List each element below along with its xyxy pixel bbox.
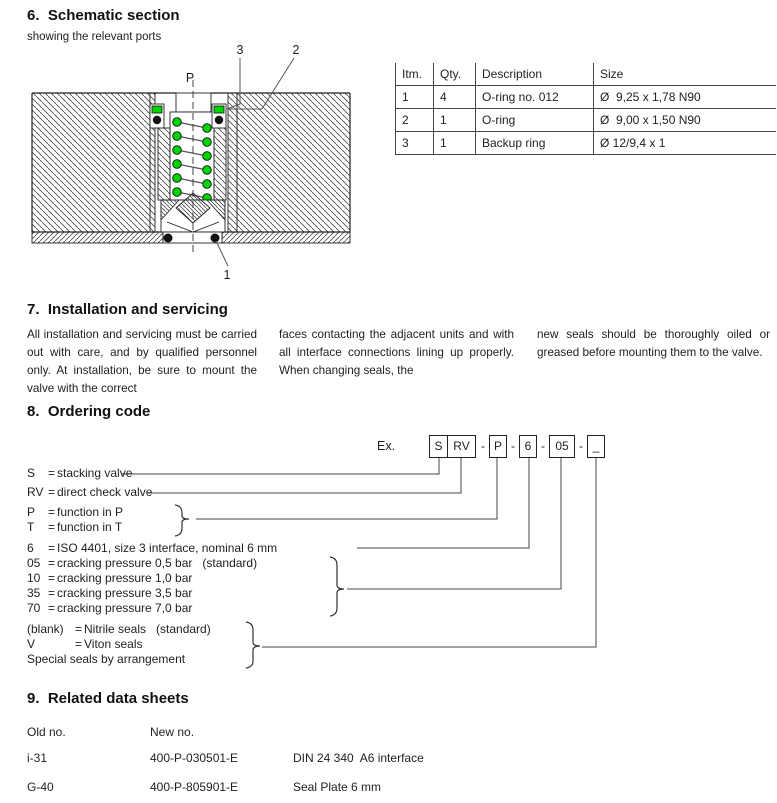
- cell-description: O-ring: [476, 109, 594, 132]
- equals: =: [48, 541, 56, 555]
- code-dash: -: [481, 439, 485, 453]
- equals: =: [48, 485, 56, 499]
- code-box-rv: RV: [447, 435, 476, 458]
- section7-heading: 7. Installation and servicing: [27, 301, 228, 318]
- port-label: P: [185, 71, 195, 85]
- code-dash: -: [579, 439, 583, 453]
- ordering-row: [27, 466, 132, 480]
- ordering-row: [27, 541, 277, 555]
- code-description: direct check valve: [57, 485, 153, 499]
- seal-groove-right: [212, 104, 226, 128]
- code-description: cracking pressure 1,0 bar: [57, 571, 193, 585]
- equals: =: [48, 520, 56, 534]
- bottom-face-seals: [163, 232, 222, 243]
- equals: =: [48, 571, 56, 585]
- code-description: cracking pressure 3,5 bar: [57, 586, 193, 600]
- related-desc: Seal Plate 6 mm: [293, 780, 382, 794]
- section6-heading: 6. Schematic section: [27, 7, 180, 24]
- equals: =: [48, 505, 56, 519]
- section7-column-3: new seals should be thoroughly oiled or greased before mounting them to the valve.: [537, 328, 770, 359]
- ordering-row: [27, 637, 142, 651]
- code: 70: [27, 601, 41, 615]
- ordering-row: [27, 505, 123, 519]
- code-box-05: 05: [549, 435, 575, 458]
- table-row: [396, 109, 777, 132]
- brace-pt: [175, 505, 189, 536]
- cell-qty: 1: [434, 132, 476, 155]
- code: V: [27, 637, 36, 651]
- cell-size: Ø 9,00 x 1,50 N90: [594, 109, 777, 132]
- col-header-description: Description: [476, 63, 594, 86]
- cell-description: O-ring no. 012: [476, 86, 594, 109]
- code: 05: [27, 556, 41, 570]
- section8-heading: 8. Ordering code: [27, 403, 151, 420]
- cell-itm: 1: [396, 86, 434, 109]
- example-label: Ex.: [377, 439, 396, 453]
- code-description: Viton seals: [84, 637, 143, 651]
- section9-heading: 9. Related data sheets: [27, 690, 189, 707]
- code-description: function in T: [57, 520, 123, 534]
- col-header-new-no: New no.: [150, 725, 195, 739]
- sleeve-wall-left: [158, 128, 170, 200]
- table-row: [396, 86, 777, 109]
- ordering-row: [27, 571, 192, 585]
- code-description: Nitrile seals (standard): [84, 622, 211, 636]
- equals: =: [75, 622, 83, 636]
- related-new-no: 400-P-805901-E: [150, 780, 239, 794]
- code: P: [27, 505, 36, 519]
- cell-itm: 2: [396, 109, 434, 132]
- code-description: ISO 4401, size 3 interface, nominal 6 mm: [57, 541, 278, 555]
- code-description: cracking pressure 7,0 bar: [57, 601, 193, 615]
- cell-itm: 3: [396, 132, 434, 155]
- code: 35: [27, 586, 41, 600]
- brace-seals: [246, 622, 260, 668]
- cell-description: Backup ring: [476, 132, 594, 155]
- seal-groove-left: [150, 104, 164, 128]
- ordering-row: [27, 556, 257, 570]
- code-box-p: P: [489, 435, 507, 458]
- callout-3: 3: [236, 43, 244, 57]
- code-box-blank: _: [587, 435, 605, 458]
- code-description: cracking pressure 0,5 bar (standard): [57, 556, 258, 570]
- special-seals-note: Special seals by arrangement: [27, 652, 186, 666]
- code-description: stacking valve: [57, 466, 133, 480]
- cell-size: Ø 12/9,4 x 1: [594, 132, 777, 155]
- code-box-s: S: [429, 435, 448, 458]
- equals: =: [48, 556, 56, 570]
- ordering-row: [27, 485, 152, 499]
- ordering-row: [27, 601, 192, 615]
- code-dash: -: [541, 439, 545, 453]
- code-box-6: 6: [519, 435, 537, 458]
- callout-2: 2: [292, 43, 300, 57]
- code: T: [27, 520, 35, 534]
- code-dash: -: [511, 439, 515, 453]
- callout-1: 1: [223, 268, 231, 282]
- equals: =: [75, 637, 83, 651]
- sleeve-wall-right: [214, 128, 226, 200]
- code-description: function in P: [57, 505, 124, 519]
- equals: =: [48, 586, 56, 600]
- table-row: [396, 132, 777, 155]
- parts-table: [395, 63, 776, 155]
- code: S: [27, 466, 36, 480]
- port-notch: [176, 93, 211, 112]
- related-old-no: i-31: [27, 751, 48, 765]
- section6-subtitle: showing the relevant ports: [27, 31, 162, 43]
- equals: =: [48, 601, 56, 615]
- cell-size: Ø 9,25 x 1,78 N90: [594, 86, 777, 109]
- code: (blank): [27, 622, 64, 636]
- cell-qty: 4: [434, 86, 476, 109]
- brace-pressure: [330, 557, 344, 616]
- related-new-no: 400-P-030501-E: [150, 751, 239, 765]
- cell-qty: 1: [434, 109, 476, 132]
- equals: =: [48, 466, 56, 480]
- related-desc: DIN 24 340 A6 interface: [293, 751, 424, 765]
- col-header-qty: Qty.: [434, 63, 476, 86]
- ordering-row: [27, 622, 211, 636]
- valve-schematic-drawing: [30, 36, 360, 286]
- section7-column-1: All installation and servicing must be carried out with care, and by qualified personnel only. At installation, be sure to mount the valve with the correct: [27, 328, 257, 395]
- col-header-size: Size: [594, 63, 777, 86]
- related-old-no: G-40: [27, 780, 54, 794]
- col-header-old-no: Old no.: [27, 725, 66, 739]
- leader-line-1: [216, 241, 228, 266]
- ordering-row: [27, 520, 122, 534]
- code: RV: [27, 485, 44, 499]
- code: 6: [27, 541, 34, 555]
- code: 10: [27, 571, 41, 585]
- section7-column-2: faces contacting the adjacent units and with all interface connections lining up properly. When changing seals, the: [279, 328, 514, 377]
- parts-table-header-row: [396, 63, 777, 86]
- ordering-row: [27, 586, 192, 600]
- col-header-itm: Itm.: [396, 63, 434, 86]
